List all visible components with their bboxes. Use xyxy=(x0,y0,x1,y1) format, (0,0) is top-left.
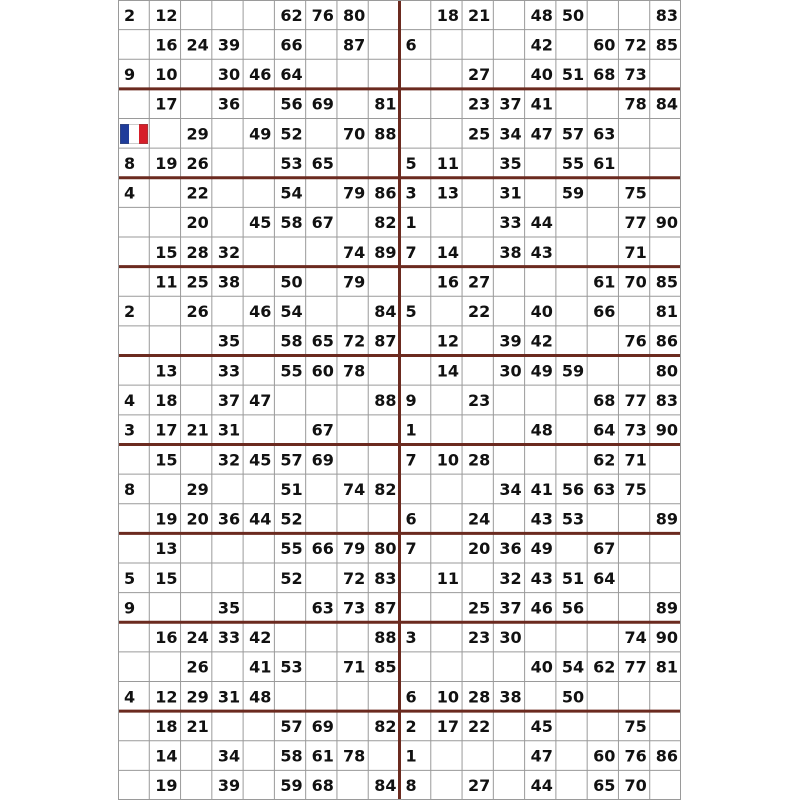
bingo-number: 58 xyxy=(280,213,303,233)
bingo-number: 8 xyxy=(124,153,136,173)
bingo-number: 74 xyxy=(624,628,647,648)
bingo-number: 37 xyxy=(499,598,522,618)
bingo-number: 56 xyxy=(561,479,585,499)
bingo-number: 46 xyxy=(249,65,272,85)
bingo-number: 37 xyxy=(217,391,241,410)
bingo-number: 26 xyxy=(186,302,209,322)
bingo-number: 10 xyxy=(436,687,460,707)
bingo-number: 41 xyxy=(530,479,553,499)
bingo-number: 63 xyxy=(593,124,616,144)
bingo-number: 83 xyxy=(374,568,397,588)
bingo-number: 70 xyxy=(624,272,647,292)
bingo-number: 53 xyxy=(280,153,303,173)
bingo-number: 59 xyxy=(561,183,585,203)
bingo-number: 22 xyxy=(468,302,491,322)
bingo-number: 85 xyxy=(374,657,397,677)
bingo-number: 81 xyxy=(374,94,397,114)
bingo-number: 51 xyxy=(561,65,585,85)
bingo-number: 17 xyxy=(436,716,460,736)
bingo-number: 42 xyxy=(530,331,553,351)
bingo-number: 44 xyxy=(530,213,553,233)
bingo-number: 9 xyxy=(405,391,417,410)
bingo-number: 49 xyxy=(249,124,272,144)
bingo-number: 41 xyxy=(249,657,272,677)
bingo-number: 31 xyxy=(217,687,241,707)
bingo-number: 5 xyxy=(405,302,417,322)
bingo-number: 18 xyxy=(155,716,178,736)
bingo-number: 55 xyxy=(561,153,585,173)
bingo-number: 3 xyxy=(405,628,417,648)
bingo-number: 9 xyxy=(124,598,136,618)
bingo-number: 57 xyxy=(561,124,585,144)
bingo-number: 84 xyxy=(374,302,397,322)
bingo-number: 7 xyxy=(405,242,417,262)
bingo-number: 11 xyxy=(436,153,460,173)
bingo-number: 33 xyxy=(217,628,241,648)
bingo-number: 44 xyxy=(249,509,272,529)
bingo-number: 48 xyxy=(530,5,553,25)
bingo-number: 88 xyxy=(374,628,397,648)
bingo-number: 28 xyxy=(186,242,209,262)
bingo-number: 70 xyxy=(624,776,647,796)
bingo-number: 4 xyxy=(124,183,136,203)
bingo-number: 57 xyxy=(280,450,303,470)
bingo-number: 2 xyxy=(124,5,136,25)
bingo-number: 52 xyxy=(280,568,303,588)
bingo-number: 32 xyxy=(217,242,241,262)
bingo-number: 73 xyxy=(624,65,647,85)
bingo-number: 78 xyxy=(342,361,366,381)
bingo-number: 90 xyxy=(655,420,678,440)
bingo-number: 25 xyxy=(468,124,491,144)
bingo-number: 71 xyxy=(624,242,647,262)
bingo-number: 69 xyxy=(311,94,334,114)
bingo-number: 76 xyxy=(311,5,334,25)
bingo-number: 2 xyxy=(405,716,417,736)
bingo-number: 24 xyxy=(186,35,209,55)
bingo-number: 82 xyxy=(374,213,397,233)
bingo-number: 65 xyxy=(311,153,334,173)
bingo-number: 22 xyxy=(468,716,491,736)
bingo-number: 46 xyxy=(530,598,553,618)
bingo-number: 7 xyxy=(405,450,417,470)
bingo-number: 49 xyxy=(530,361,553,381)
bingo-number: 89 xyxy=(655,598,678,618)
bingo-number: 55 xyxy=(280,539,303,559)
bingo-number: 6 xyxy=(405,687,417,707)
bingo-number: 7 xyxy=(405,539,417,559)
bingo-number: 77 xyxy=(624,213,647,233)
bingo-number: 12 xyxy=(155,5,178,25)
bingo-number: 80 xyxy=(342,5,366,25)
bingo-number: 35 xyxy=(499,153,522,173)
bingo-number: 68 xyxy=(311,776,334,796)
bingo-number: 47 xyxy=(530,746,553,766)
bingo-number: 43 xyxy=(530,568,553,588)
bingo-number: 11 xyxy=(155,272,178,292)
bingo-number: 76 xyxy=(624,331,647,351)
bingo-number: 65 xyxy=(311,331,334,351)
bingo-number: 68 xyxy=(593,65,616,85)
bingo-number: 71 xyxy=(624,450,647,470)
bingo-number: 58 xyxy=(280,746,303,766)
bingo-number: 86 xyxy=(655,746,678,766)
bingo-number: 40 xyxy=(530,65,553,85)
bingo-number: 19 xyxy=(155,153,178,173)
bingo-number: 48 xyxy=(249,687,272,707)
bingo-number: 72 xyxy=(342,568,366,588)
bingo-number: 85 xyxy=(655,35,678,55)
bingo-number: 59 xyxy=(280,776,303,796)
bingo-number: 66 xyxy=(280,35,303,55)
bingo-number: 62 xyxy=(593,450,616,470)
bingo-number: 61 xyxy=(593,272,616,292)
bingo-number: 34 xyxy=(499,479,522,499)
bingo-number: 26 xyxy=(186,153,209,173)
bingo-number: 30 xyxy=(499,628,522,648)
bingo-number: 61 xyxy=(311,746,334,766)
bingo-number: 24 xyxy=(186,628,209,648)
bingo-number: 4 xyxy=(124,391,136,410)
bingo-number: 30 xyxy=(499,361,522,381)
bingo-number: 10 xyxy=(436,450,460,470)
bingo-number: 81 xyxy=(655,302,678,322)
bingo-number: 25 xyxy=(186,272,209,292)
bingo-number: 1 xyxy=(405,213,417,233)
bingo-number: 53 xyxy=(280,657,303,677)
bingo-number: 33 xyxy=(499,213,522,233)
bingo-number: 8 xyxy=(124,479,136,499)
bingo-number: 45 xyxy=(530,716,553,736)
bingo-number: 1 xyxy=(405,420,417,440)
bingo-number: 67 xyxy=(311,213,334,233)
bingo-number: 58 xyxy=(280,331,303,351)
bingo-number: 86 xyxy=(374,183,397,203)
bingo-number: 18 xyxy=(436,5,460,25)
bingo-number: 15 xyxy=(155,568,178,588)
bingo-number: 72 xyxy=(342,331,366,351)
bingo-number: 16 xyxy=(436,272,460,292)
bingo-number: 25 xyxy=(468,598,491,618)
bingo-number: 27 xyxy=(468,65,491,85)
bingo-number: 88 xyxy=(374,124,397,144)
bingo-number: 44 xyxy=(530,776,553,796)
bingo-number: 50 xyxy=(561,687,585,707)
bingo-number: 23 xyxy=(468,94,491,114)
bingo-number: 90 xyxy=(655,213,678,233)
bingo-number: 3 xyxy=(405,183,417,203)
bingo-number: 56 xyxy=(280,94,303,114)
bingo-number: 63 xyxy=(311,598,334,618)
bingo-number: 39 xyxy=(499,331,522,351)
bingo-number: 82 xyxy=(374,716,397,736)
bingo-number: 41 xyxy=(530,94,553,114)
bingo-number: 47 xyxy=(530,124,553,144)
bingo-number: 87 xyxy=(374,598,397,618)
bingo-number: 42 xyxy=(249,628,272,648)
bingo-number: 29 xyxy=(186,687,209,707)
bingo-number: 2 xyxy=(124,302,136,322)
bingo-number: 82 xyxy=(374,479,397,499)
bingo-number: 16 xyxy=(155,628,178,648)
bingo-number: 89 xyxy=(655,509,678,529)
bingo-number: 22 xyxy=(186,183,209,203)
bingo-number: 69 xyxy=(311,450,334,470)
bingo-number: 36 xyxy=(217,94,241,114)
bingo-number: 42 xyxy=(530,35,553,55)
bingo-number: 49 xyxy=(530,539,553,559)
bingo-number: 32 xyxy=(499,568,522,588)
bingo-number: 11 xyxy=(436,568,460,588)
bingo-number: 48 xyxy=(530,420,553,440)
bingo-number: 13 xyxy=(155,539,178,559)
bingo-number: 37 xyxy=(499,94,522,114)
bingo-number: 23 xyxy=(468,391,491,410)
bingo-number: 87 xyxy=(342,35,366,55)
bingo-number: 74 xyxy=(342,479,366,499)
bingo-number: 84 xyxy=(655,94,678,114)
bingo-number: 59 xyxy=(561,361,585,381)
bingo-number: 1 xyxy=(405,746,417,766)
bingo-number: 62 xyxy=(280,5,303,25)
bingo-number: 60 xyxy=(593,746,616,766)
bingo-number: 23 xyxy=(468,628,491,648)
bingo-number: 21 xyxy=(186,716,209,736)
bingo-number: 78 xyxy=(342,746,366,766)
bingo-number: 75 xyxy=(624,716,647,736)
bingo-number: 8 xyxy=(405,776,417,796)
bingo-number: 76 xyxy=(624,746,647,766)
bingo-number: 89 xyxy=(374,242,397,262)
bingo-number: 63 xyxy=(593,479,616,499)
bingo-number: 5 xyxy=(124,568,136,588)
bingo-number: 4 xyxy=(124,687,136,707)
bingo-number: 15 xyxy=(155,450,178,470)
bingo-number: 69 xyxy=(311,716,334,736)
bingo-number: 50 xyxy=(280,272,303,292)
bingo-number: 46 xyxy=(249,302,272,322)
bingo-number: 73 xyxy=(342,598,366,618)
bingo-number: 27 xyxy=(468,272,491,292)
bingo-number: 66 xyxy=(311,539,334,559)
bingo-number: 17 xyxy=(155,420,178,440)
bingo-number: 3 xyxy=(124,420,136,440)
bingo-number: 54 xyxy=(561,657,585,677)
bingo-number: 43 xyxy=(530,242,553,262)
bingo-number: 62 xyxy=(593,657,616,677)
bingo-number: 31 xyxy=(499,183,522,203)
bingo-cards-grid xyxy=(118,0,681,800)
bingo-number: 51 xyxy=(561,568,585,588)
bingo-number: 26 xyxy=(186,657,209,677)
bingo-number: 84 xyxy=(374,776,397,796)
bingo-number: 88 xyxy=(374,391,397,410)
bingo-number: 47 xyxy=(249,391,272,410)
bingo-number: 71 xyxy=(342,657,366,677)
bingo-number: 32 xyxy=(217,450,241,470)
bingo-number: 57 xyxy=(280,716,303,736)
bingo-sheet xyxy=(118,0,681,800)
bingo-number: 12 xyxy=(436,331,460,351)
bingo-number: 80 xyxy=(655,361,678,381)
bingo-number: 79 xyxy=(342,539,366,559)
bingo-number: 68 xyxy=(593,391,616,410)
bingo-number: 34 xyxy=(499,124,522,144)
bingo-number: 13 xyxy=(436,183,460,203)
bingo-number: 85 xyxy=(655,272,678,292)
bingo-number: 55 xyxy=(280,361,303,381)
bingo-number: 60 xyxy=(593,35,616,55)
bingo-number: 35 xyxy=(217,598,241,618)
bingo-number: 27 xyxy=(468,776,491,796)
bingo-number: 45 xyxy=(249,450,272,470)
bingo-number: 24 xyxy=(468,509,491,529)
bingo-number: 38 xyxy=(217,272,241,292)
bingo-number: 28 xyxy=(468,450,491,470)
bingo-number: 30 xyxy=(217,65,241,85)
bingo-number: 53 xyxy=(561,509,585,529)
bingo-number: 19 xyxy=(155,509,178,529)
bingo-number: 12 xyxy=(155,687,178,707)
bingo-number: 20 xyxy=(186,509,209,529)
bingo-number: 29 xyxy=(186,479,209,499)
bingo-number: 67 xyxy=(311,420,334,440)
bingo-number: 64 xyxy=(593,420,616,440)
bingo-number: 45 xyxy=(249,213,272,233)
bingo-number: 17 xyxy=(155,94,178,114)
french-flag-icon xyxy=(120,124,148,144)
bingo-number: 9 xyxy=(124,65,136,85)
bingo-number: 38 xyxy=(499,242,522,262)
bingo-number: 6 xyxy=(405,509,417,529)
bingo-number: 39 xyxy=(217,776,241,796)
bingo-number: 43 xyxy=(530,509,553,529)
bingo-number: 14 xyxy=(155,746,178,766)
bingo-number: 51 xyxy=(280,479,303,499)
bingo-number: 74 xyxy=(342,242,366,262)
bingo-number: 18 xyxy=(155,391,178,410)
bingo-number: 6 xyxy=(405,35,417,55)
bingo-number: 83 xyxy=(655,391,678,410)
bingo-number: 66 xyxy=(593,302,616,322)
bingo-number: 86 xyxy=(655,331,678,351)
bingo-number: 13 xyxy=(155,361,178,381)
bingo-number: 64 xyxy=(593,568,616,588)
bingo-number: 36 xyxy=(217,509,241,529)
bingo-number: 73 xyxy=(624,420,647,440)
bingo-number: 54 xyxy=(280,302,303,322)
bingo-number: 35 xyxy=(217,331,241,351)
bingo-number: 75 xyxy=(624,183,647,203)
bingo-number: 29 xyxy=(186,124,209,144)
bingo-number: 15 xyxy=(155,242,178,262)
bingo-number: 5 xyxy=(405,153,417,173)
bingo-number: 72 xyxy=(624,35,647,55)
bingo-number: 87 xyxy=(374,331,397,351)
bingo-number: 61 xyxy=(593,153,616,173)
bingo-number: 67 xyxy=(593,539,616,559)
bingo-number: 90 xyxy=(655,628,678,648)
bingo-number: 54 xyxy=(280,183,303,203)
bingo-number: 36 xyxy=(499,539,522,559)
bingo-number: 31 xyxy=(217,420,241,440)
bingo-number: 77 xyxy=(624,391,647,410)
bingo-number: 10 xyxy=(155,65,178,85)
bingo-number: 19 xyxy=(155,776,178,796)
bingo-number: 64 xyxy=(280,65,303,85)
bingo-number: 20 xyxy=(186,213,209,233)
bingo-number: 79 xyxy=(342,272,366,292)
bingo-number: 40 xyxy=(530,302,553,322)
bingo-number: 39 xyxy=(217,35,241,55)
bingo-number: 83 xyxy=(655,5,678,25)
bingo-number: 78 xyxy=(624,94,647,114)
bingo-number: 60 xyxy=(311,361,334,381)
bingo-number: 38 xyxy=(499,687,522,707)
bingo-number: 77 xyxy=(624,657,647,677)
bingo-number: 40 xyxy=(530,657,553,677)
bingo-number: 14 xyxy=(436,242,460,262)
bingo-number: 14 xyxy=(436,361,460,381)
bingo-number: 33 xyxy=(217,361,241,381)
bingo-number: 70 xyxy=(342,124,366,144)
bingo-number: 80 xyxy=(374,539,397,559)
bingo-number: 79 xyxy=(342,183,366,203)
bingo-number: 52 xyxy=(280,124,303,144)
bingo-number: 20 xyxy=(468,539,491,559)
bingo-number: 56 xyxy=(561,598,585,618)
bingo-number: 21 xyxy=(468,5,491,25)
bingo-number: 28 xyxy=(468,687,491,707)
bingo-number: 65 xyxy=(593,776,616,796)
bingo-number: 50 xyxy=(561,5,585,25)
bingo-number: 75 xyxy=(624,479,647,499)
bingo-number: 21 xyxy=(186,420,209,440)
bingo-number: 81 xyxy=(655,657,678,677)
bingo-number: 16 xyxy=(155,35,178,55)
bingo-number: 52 xyxy=(280,509,303,529)
bingo-number: 34 xyxy=(217,746,241,766)
